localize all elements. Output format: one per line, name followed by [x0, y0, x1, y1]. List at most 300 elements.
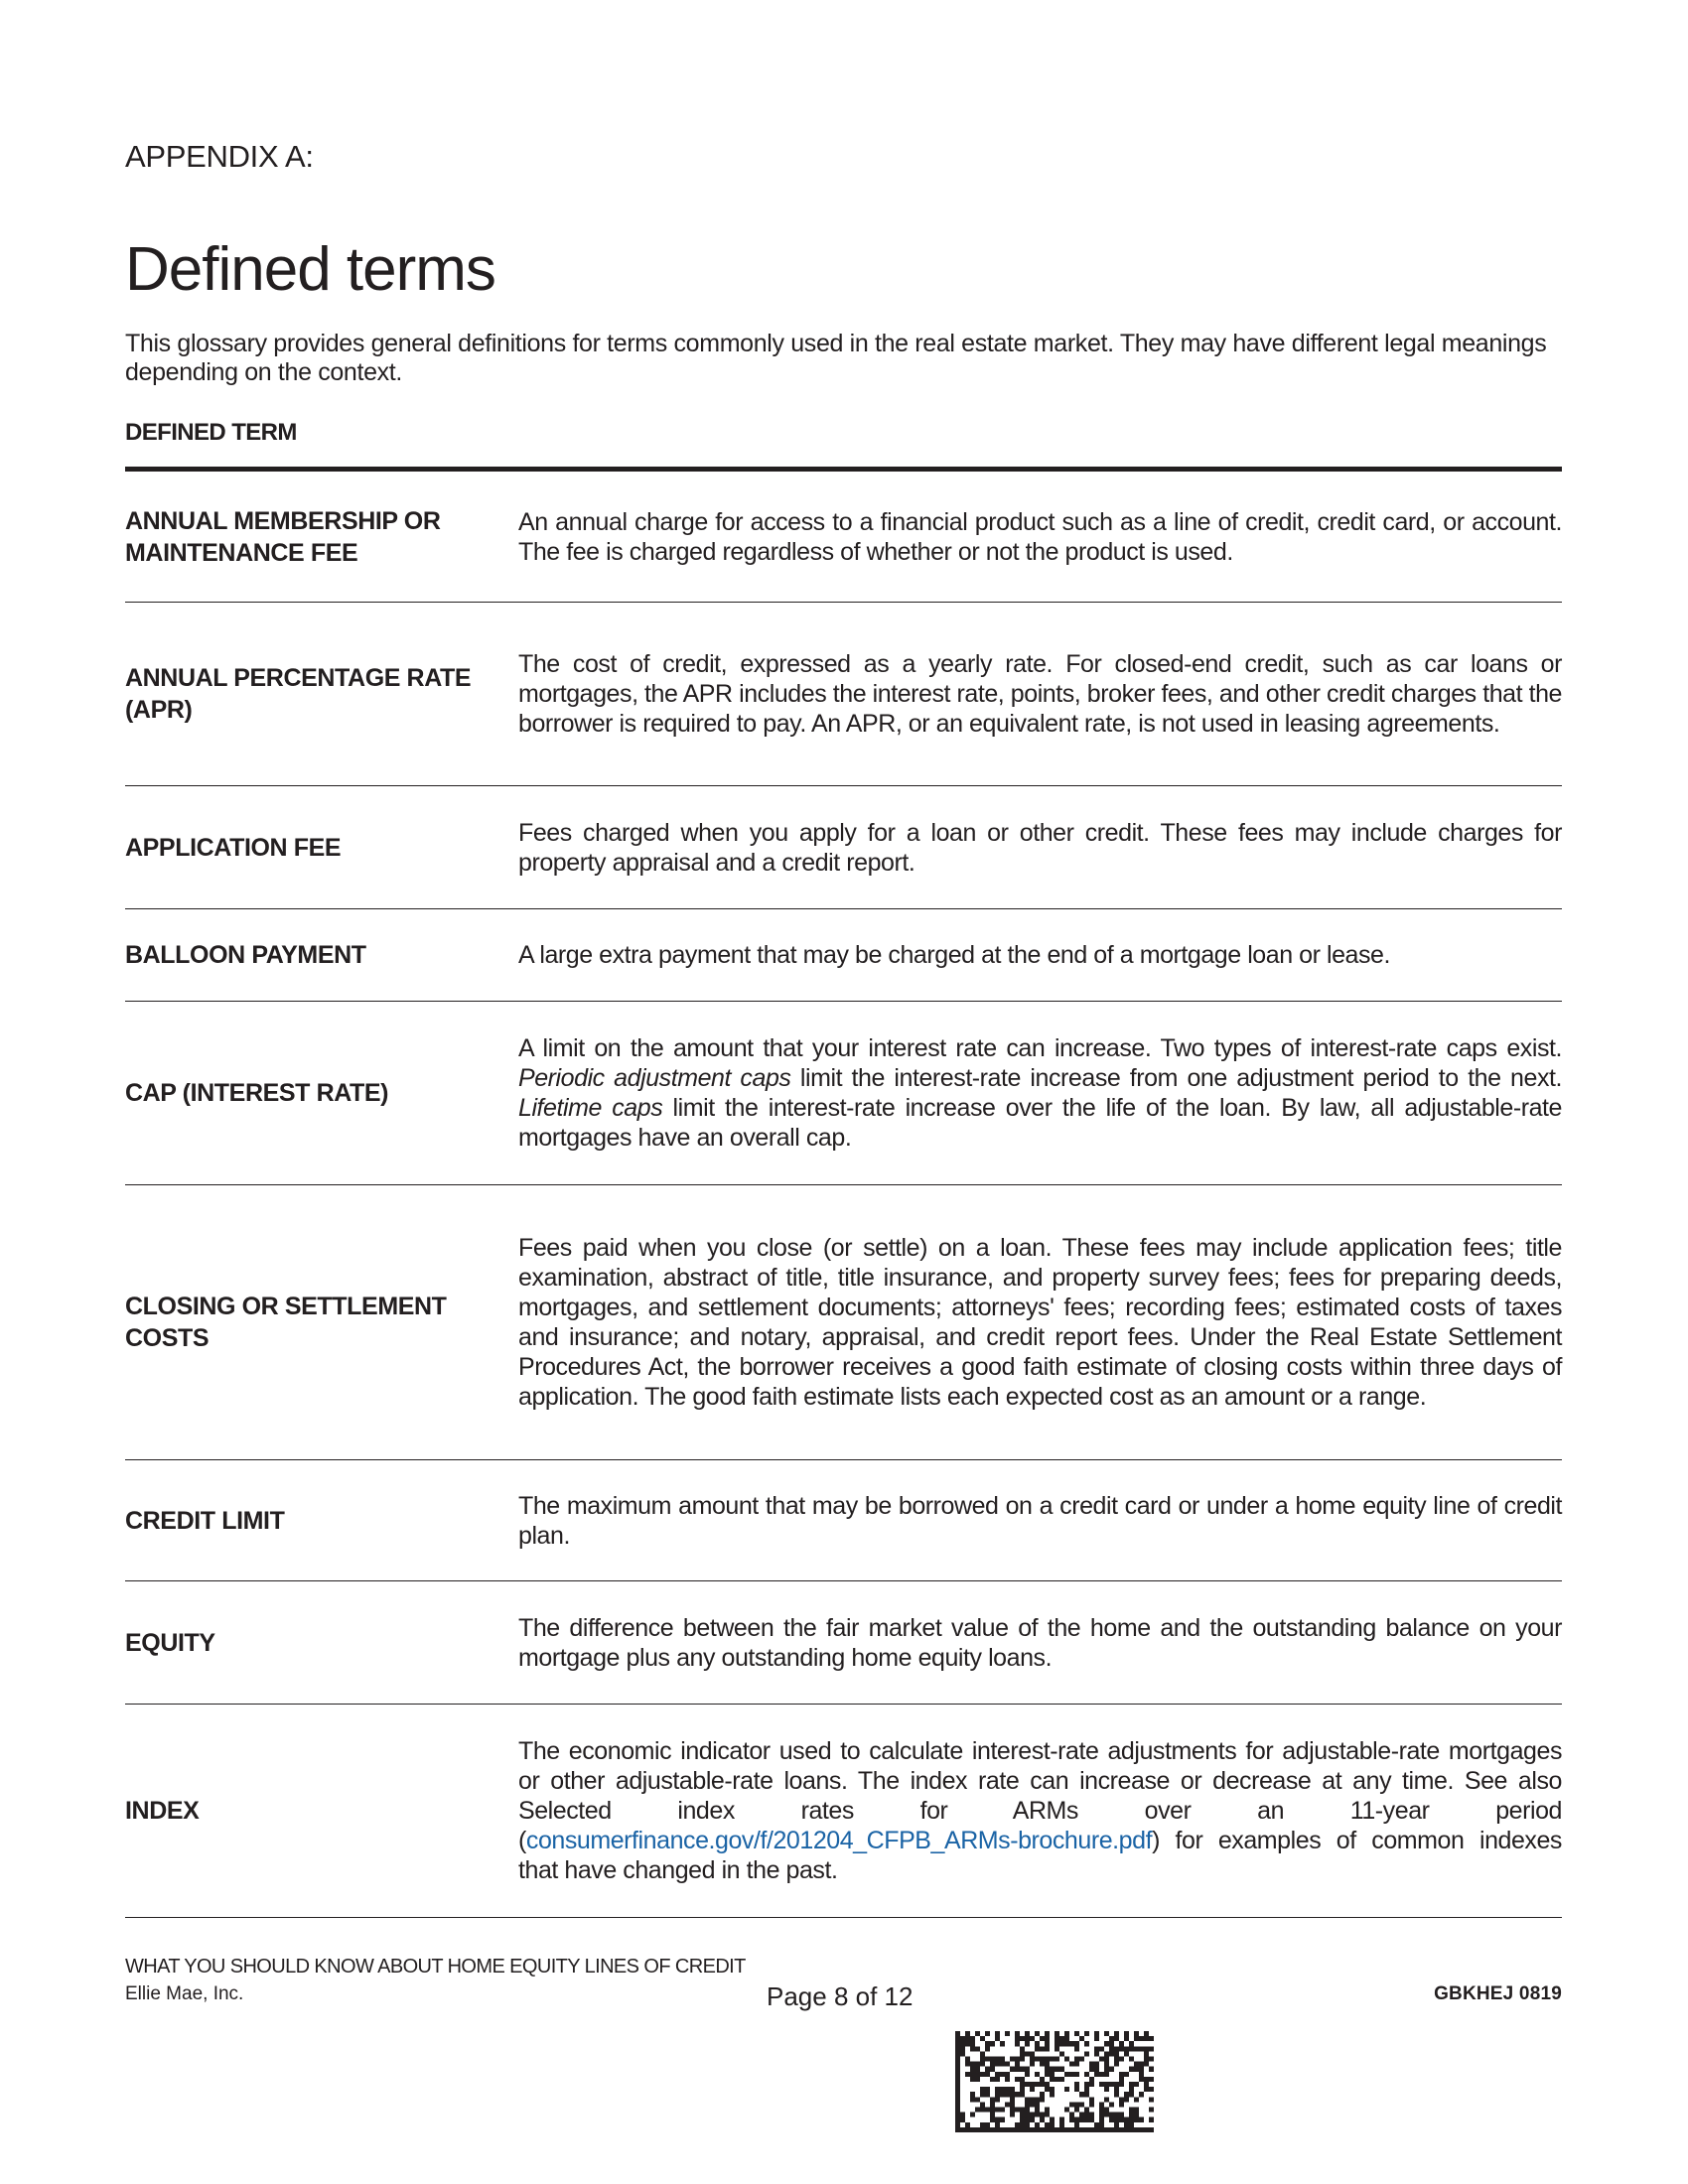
barcode-module — [1025, 2108, 1030, 2113]
barcode-module — [1045, 2041, 1050, 2046]
barcode-module — [980, 2036, 985, 2041]
barcode-module — [1114, 2113, 1119, 2117]
barcode-module — [1025, 2122, 1030, 2127]
barcode-module — [1005, 2127, 1010, 2132]
definition-cell: A large extra payment that may be charged at the end of a mortgage loan or lease. — [518, 941, 1391, 969]
barcode-module — [965, 2072, 970, 2077]
barcode-module — [1055, 2046, 1059, 2051]
barcode-module — [1040, 2046, 1045, 2051]
barcode-module — [1040, 2113, 1045, 2117]
barcode-module — [1040, 2077, 1045, 2082]
barcode-module — [1064, 2057, 1069, 2062]
barcode-module — [1094, 2122, 1099, 2127]
barcode-module — [1050, 2117, 1055, 2122]
barcode-module — [980, 2122, 985, 2127]
table-row — [125, 909, 1562, 1002]
barcode-module — [1035, 2072, 1040, 2077]
barcode-module — [1000, 2057, 1005, 2062]
barcode-module — [1050, 2077, 1055, 2082]
barcode-module — [965, 2031, 970, 2036]
barcode-module — [1000, 2041, 1005, 2046]
barcode-module — [1134, 2097, 1139, 2102]
barcode-module — [990, 2077, 995, 2082]
barcode-module — [1074, 2108, 1079, 2113]
barcode-module — [1109, 2102, 1114, 2107]
barcode-module — [1040, 2082, 1045, 2087]
barcode-module — [1129, 2092, 1134, 2097]
barcode-module — [1059, 2127, 1064, 2132]
barcode-module — [1149, 2087, 1154, 2092]
barcode-module — [1079, 2036, 1084, 2041]
barcode-module — [1129, 2057, 1134, 2062]
barcode-module — [980, 2051, 985, 2056]
barcode-module — [1000, 2117, 1005, 2122]
barcode-module — [970, 2067, 975, 2072]
barcode-module — [1074, 2102, 1079, 2107]
barcode-module — [980, 2127, 985, 2132]
barcode-module — [1114, 2046, 1119, 2051]
barcode-module — [955, 2097, 960, 2102]
barcode-module — [990, 2062, 995, 2067]
barcode-module — [1030, 2087, 1035, 2092]
barcode-module — [1129, 2117, 1134, 2122]
barcode-module — [1139, 2117, 1144, 2122]
barcode-module — [1104, 2127, 1109, 2132]
page-number: Page 8 of 12 — [767, 1981, 914, 2011]
barcode-icon — [955, 2031, 1154, 2132]
barcode-module — [1149, 2036, 1154, 2041]
barcode-module — [1099, 2057, 1104, 2062]
barcode-module — [1055, 2041, 1059, 2046]
barcode-module — [1129, 2108, 1134, 2113]
barcode-module — [1064, 2108, 1069, 2113]
barcode-module — [1114, 2051, 1119, 2056]
barcode-module — [955, 2102, 960, 2107]
barcode-module — [1104, 2067, 1109, 2072]
barcode-module — [1000, 2072, 1005, 2077]
barcode-module — [1020, 2127, 1025, 2132]
barcode-module — [975, 2077, 980, 2082]
barcode-module — [1114, 2092, 1119, 2097]
barcode-module — [975, 2097, 980, 2102]
barcode-module — [990, 2057, 995, 2062]
barcode-module — [1020, 2051, 1025, 2056]
barcode-module — [1079, 2113, 1084, 2117]
barcode-module — [955, 2077, 960, 2082]
barcode-module — [1109, 2051, 1114, 2056]
barcode-module — [1094, 2127, 1099, 2132]
barcode-module — [1149, 2057, 1154, 2062]
barcode-module — [1020, 2108, 1025, 2113]
barcode-module — [1005, 2077, 1010, 2082]
barcode-module — [955, 2122, 960, 2127]
barcode-module — [1089, 2067, 1094, 2072]
barcode-module — [995, 2127, 1000, 2132]
barcode-module — [1124, 2072, 1129, 2077]
barcode-module — [1010, 2087, 1015, 2092]
barcode-module — [1064, 2072, 1069, 2077]
barcode-module — [1045, 2127, 1050, 2132]
glossary-table — [125, 472, 1562, 1918]
barcode-module — [1089, 2082, 1094, 2087]
barcode-module — [990, 2102, 995, 2107]
barcode-module — [1010, 2092, 1015, 2097]
barcode-module — [960, 2041, 965, 2046]
barcode-module — [960, 2051, 965, 2056]
barcode-module — [1129, 2127, 1134, 2132]
barcode-module — [1119, 2072, 1124, 2077]
barcode-module — [1069, 2041, 1074, 2046]
barcode-module — [1074, 2041, 1079, 2046]
barcode-module — [955, 2127, 960, 2132]
barcode-module — [995, 2087, 1000, 2092]
barcode-module — [1129, 2041, 1134, 2046]
barcode-module — [1040, 2117, 1045, 2122]
barcode-module — [1119, 2046, 1124, 2051]
barcode-module — [1010, 2108, 1015, 2113]
barcode-module — [975, 2127, 980, 2132]
barcode-module — [970, 2046, 975, 2051]
barcode-module — [1144, 2087, 1149, 2092]
barcode-module — [1149, 2108, 1154, 2113]
barcode-module — [1050, 2092, 1055, 2097]
barcode-module — [1109, 2041, 1114, 2046]
barcode-module — [1089, 2062, 1094, 2067]
barcode-module — [1030, 2036, 1035, 2041]
barcode-module — [1020, 2092, 1025, 2097]
barcode-module — [1099, 2113, 1104, 2117]
barcode-module — [1079, 2057, 1084, 2062]
barcode-module — [1089, 2113, 1094, 2117]
barcode-module — [1084, 2092, 1089, 2097]
barcode-module — [955, 2072, 960, 2077]
barcode-module — [1149, 2117, 1154, 2122]
footer-company: Ellie Mae, Inc. — [125, 1983, 244, 2004]
barcode-module — [1134, 2082, 1139, 2087]
barcode-module — [990, 2117, 995, 2122]
barcode-module — [1035, 2122, 1040, 2127]
barcode-module — [1045, 2031, 1050, 2036]
barcode-module — [980, 2072, 985, 2077]
barcode-module — [985, 2057, 990, 2062]
barcode-module — [1114, 2127, 1119, 2132]
barcode-module — [1045, 2062, 1050, 2067]
barcode-module — [960, 2036, 965, 2041]
barcode-module — [955, 2057, 960, 2062]
barcode-module — [1139, 2046, 1144, 2051]
barcode-module — [1025, 2117, 1030, 2122]
barcode-module — [1144, 2077, 1149, 2082]
barcode-module — [1035, 2108, 1040, 2113]
term-cell: APPLICATION FEE — [125, 833, 342, 862]
barcode-module — [1055, 2127, 1059, 2132]
barcode-module — [1094, 2072, 1099, 2077]
barcode-module — [970, 2092, 975, 2097]
barcode-module — [1099, 2127, 1104, 2132]
barcode-module — [1015, 2122, 1020, 2127]
barcode-module — [1035, 2041, 1040, 2046]
barcode-module — [1139, 2036, 1144, 2041]
barcode-module — [1015, 2041, 1020, 2046]
barcode-module — [960, 2046, 965, 2051]
barcode-module — [1015, 2036, 1020, 2041]
barcode-module — [995, 2117, 1000, 2122]
barcode-module — [955, 2117, 960, 2122]
barcode-module — [990, 2108, 995, 2113]
barcode-module — [1104, 2041, 1109, 2046]
definition-cell: The cost of credit, expressed as a yearly rate. For closed-end credit, such as car loans or mortgages, the APR includes the interest rate, points, broker fees, and other credit charges that the borrower is required to pay. An APR, or an equivalent rate, is not used in leasing agreements. — [518, 650, 1562, 738]
barcode-module — [1109, 2036, 1114, 2041]
barcode-module — [1040, 2092, 1045, 2097]
barcode-module — [1074, 2117, 1079, 2122]
barcode-module — [1104, 2062, 1109, 2067]
barcode-module — [1030, 2117, 1035, 2122]
barcode-module — [965, 2127, 970, 2132]
barcode-module — [1015, 2031, 1020, 2036]
barcode-module — [1129, 2087, 1134, 2092]
barcode-module — [1064, 2087, 1069, 2092]
barcode-module — [965, 2041, 970, 2046]
barcode-module — [1099, 2046, 1104, 2051]
barcode-module — [1025, 2082, 1030, 2087]
barcode-module — [1005, 2087, 1010, 2092]
barcode-module — [1050, 2087, 1055, 2092]
barcode-module — [970, 2127, 975, 2132]
barcode-module — [1030, 2082, 1035, 2087]
barcode-module — [1139, 2127, 1144, 2132]
barcode-module — [1144, 2031, 1149, 2036]
barcode-module — [1089, 2077, 1094, 2082]
table-row — [125, 786, 1562, 909]
barcode-module — [1015, 2062, 1020, 2067]
barcode-module — [1104, 2057, 1109, 2062]
term-cell: INDEX — [125, 1797, 200, 1825]
barcode-module — [1055, 2057, 1059, 2062]
barcode-module — [1005, 2072, 1010, 2077]
barcode-module — [1015, 2092, 1020, 2097]
barcode-module — [1089, 2102, 1094, 2107]
barcode-module — [1134, 2108, 1139, 2113]
barcode-module — [1119, 2077, 1124, 2082]
barcode-module — [1064, 2127, 1069, 2132]
barcode-module — [1149, 2067, 1154, 2072]
barcode-module — [985, 2072, 990, 2077]
barcode-module — [990, 2041, 995, 2046]
appendix-label: APPENDIX A: — [125, 139, 314, 174]
barcode-module — [970, 2062, 975, 2067]
barcode-module — [985, 2092, 990, 2097]
barcode-module — [985, 2041, 990, 2046]
barcode-module — [1119, 2102, 1124, 2107]
definition-cell: The maximum amount that may be borrowed on a credit card or under a home equity line of credit plan. — [518, 1491, 1562, 1550]
term-cell: EQUITY — [125, 1628, 215, 1657]
barcode-module — [1015, 2067, 1020, 2072]
barcode-module — [1104, 2108, 1109, 2113]
barcode-module — [1104, 2031, 1109, 2036]
barcode-module — [1104, 2051, 1109, 2056]
barcode-module — [1055, 2036, 1059, 2041]
barcode-module — [1084, 2041, 1089, 2046]
barcode-module — [1124, 2046, 1129, 2051]
barcode-module — [1109, 2067, 1114, 2072]
barcode-module — [1139, 2092, 1144, 2097]
barcode-module — [1059, 2036, 1064, 2041]
definition-cell: Fees charged when you apply for a loan or other credit. These fees may include charges for property appraisal and a credit report. — [518, 818, 1562, 877]
barcode-module — [1104, 2087, 1109, 2092]
barcode-module — [1059, 2122, 1064, 2127]
barcode-module — [1010, 2127, 1015, 2132]
barcode-module — [1045, 2087, 1050, 2092]
barcode-module — [1114, 2082, 1119, 2087]
barcode-module — [1055, 2077, 1059, 2082]
barcode-module — [1069, 2062, 1074, 2067]
barcode-module — [1010, 2067, 1015, 2072]
barcode-module — [1000, 2092, 1005, 2097]
barcode-module — [1144, 2082, 1149, 2087]
barcode-module — [1050, 2072, 1055, 2077]
barcode-module — [1084, 2117, 1089, 2122]
barcode-module — [1010, 2102, 1015, 2107]
barcode-module — [1030, 2113, 1035, 2117]
barcode-module — [1109, 2117, 1114, 2122]
barcode-module — [995, 2036, 1000, 2041]
barcode-module — [1089, 2097, 1094, 2102]
barcode-module — [1084, 2051, 1089, 2056]
barcode-module — [1139, 2077, 1144, 2082]
barcode-module — [1119, 2057, 1124, 2062]
barcode-module — [1015, 2057, 1020, 2062]
barcode-module — [1084, 2072, 1089, 2077]
barcode-module — [955, 2087, 960, 2092]
barcode-module — [1099, 2117, 1104, 2122]
barcode-module — [980, 2062, 985, 2067]
barcode-module — [1045, 2122, 1050, 2127]
definition-cell — [518, 1736, 1562, 1885]
barcode-module — [1119, 2082, 1124, 2087]
emphasized-term: Periodic adjustment caps — [518, 1064, 791, 1092]
barcode-module — [995, 2057, 1000, 2062]
barcode-module — [1079, 2117, 1084, 2122]
barcode-module — [980, 2087, 985, 2092]
barcode-module — [1074, 2122, 1079, 2127]
barcode-module — [1134, 2036, 1139, 2041]
barcode-module — [985, 2127, 990, 2132]
barcode-module — [1050, 2067, 1055, 2072]
table-row — [125, 1460, 1562, 1581]
barcode-module — [1149, 2077, 1154, 2082]
barcode-module — [1124, 2036, 1129, 2041]
barcode-module — [1030, 2057, 1035, 2062]
barcode-module — [1059, 2051, 1064, 2056]
barcode-module — [1099, 2108, 1104, 2113]
barcode-module — [1005, 2092, 1010, 2097]
barcode-module — [955, 2031, 960, 2036]
barcode-module — [1144, 2057, 1149, 2062]
barcode-module — [1104, 2097, 1109, 2102]
barcode-module — [965, 2062, 970, 2067]
barcode-module — [1000, 2127, 1005, 2132]
barcode-module — [1129, 2067, 1134, 2072]
barcode-module — [1094, 2036, 1099, 2041]
barcode-module — [1040, 2062, 1045, 2067]
barcode-module — [1015, 2077, 1020, 2082]
barcode-module — [990, 2097, 995, 2102]
barcode-module — [1094, 2062, 1099, 2067]
barcode-module — [1020, 2077, 1025, 2082]
barcode-module — [1030, 2062, 1035, 2067]
barcode-module — [1020, 2057, 1025, 2062]
barcode-module — [1124, 2092, 1129, 2097]
term-cell: CREDIT LIMIT — [125, 1506, 285, 1535]
definition-text: limit the interest-rate increase from one adjustment period to the next. — [790, 1064, 1563, 1092]
barcode-module — [1000, 2062, 1005, 2067]
barcode-module — [1144, 2046, 1149, 2051]
barcode-module — [1064, 2041, 1069, 2046]
barcode-module — [955, 2092, 960, 2097]
barcode-module — [1139, 2072, 1144, 2077]
definition-text: A limit on the amount that your interest rate can increase. Two types of interest-rate caps exist. — [518, 1034, 1562, 1062]
barcode-module — [1010, 2057, 1015, 2062]
barcode-module — [975, 2062, 980, 2067]
barcode-module — [1084, 2127, 1089, 2132]
barcode-module — [1000, 2108, 1005, 2113]
barcode-module — [1040, 2127, 1045, 2132]
barcode-module — [1055, 2067, 1059, 2072]
barcode-module — [1050, 2057, 1055, 2062]
barcode-module — [990, 2127, 995, 2132]
barcode-module — [1084, 2108, 1089, 2113]
barcode-module — [1025, 2102, 1030, 2107]
table-row — [125, 472, 1562, 603]
barcode-module — [970, 2036, 975, 2041]
barcode-module — [1064, 2031, 1069, 2036]
barcode-module — [1025, 2041, 1030, 2046]
barcode-module — [1074, 2062, 1079, 2067]
barcode-module — [995, 2092, 1000, 2097]
barcode-module — [1129, 2082, 1134, 2087]
page-title: Defined terms — [125, 235, 495, 304]
barcode-module — [1144, 2062, 1149, 2067]
barcode-module — [1149, 2097, 1154, 2102]
barcode-module — [965, 2036, 970, 2041]
barcode-module — [1005, 2062, 1010, 2067]
barcode-module — [985, 2087, 990, 2092]
barcode-module — [1134, 2117, 1139, 2122]
table-row — [125, 603, 1562, 786]
barcode-module — [1025, 2072, 1030, 2077]
barcode-module — [1114, 2122, 1119, 2127]
barcode-module — [1124, 2097, 1129, 2102]
barcode-module — [1035, 2082, 1040, 2087]
barcode-module — [1079, 2102, 1084, 2107]
barcode-module — [955, 2036, 960, 2041]
barcode-module — [1050, 2122, 1055, 2127]
barcode-module — [1099, 2102, 1104, 2107]
barcode-module — [985, 2031, 990, 2036]
definition-text: The economic indicator used to calculate interest-rate adjustments for adjustable-rate mortgages or other adjustable-rate loans. The index rate can increase or decrease at any time. See also Selected index rates for ARMs over an 11-year period ( — [518, 1737, 1562, 1854]
barcode-module — [995, 2077, 1000, 2082]
intro-paragraph: This glossary provides general definitions for terms commonly used in the real estate market. They may have different legal meanings depending on the context. — [125, 330, 1547, 386]
barcode-module — [1020, 2117, 1025, 2122]
barcode-module — [985, 2122, 990, 2127]
barcode-module — [1025, 2036, 1030, 2041]
barcode-module — [1074, 2087, 1079, 2092]
barcode-module — [1069, 2113, 1074, 2117]
brochure-link[interactable]: consumerfinance.gov/f/201204_CFPB_ARMs-brochure.pdf — [525, 1827, 1153, 1854]
barcode-module — [1109, 2046, 1114, 2051]
barcode-module — [1000, 2087, 1005, 2092]
barcode-module — [1055, 2031, 1059, 2036]
